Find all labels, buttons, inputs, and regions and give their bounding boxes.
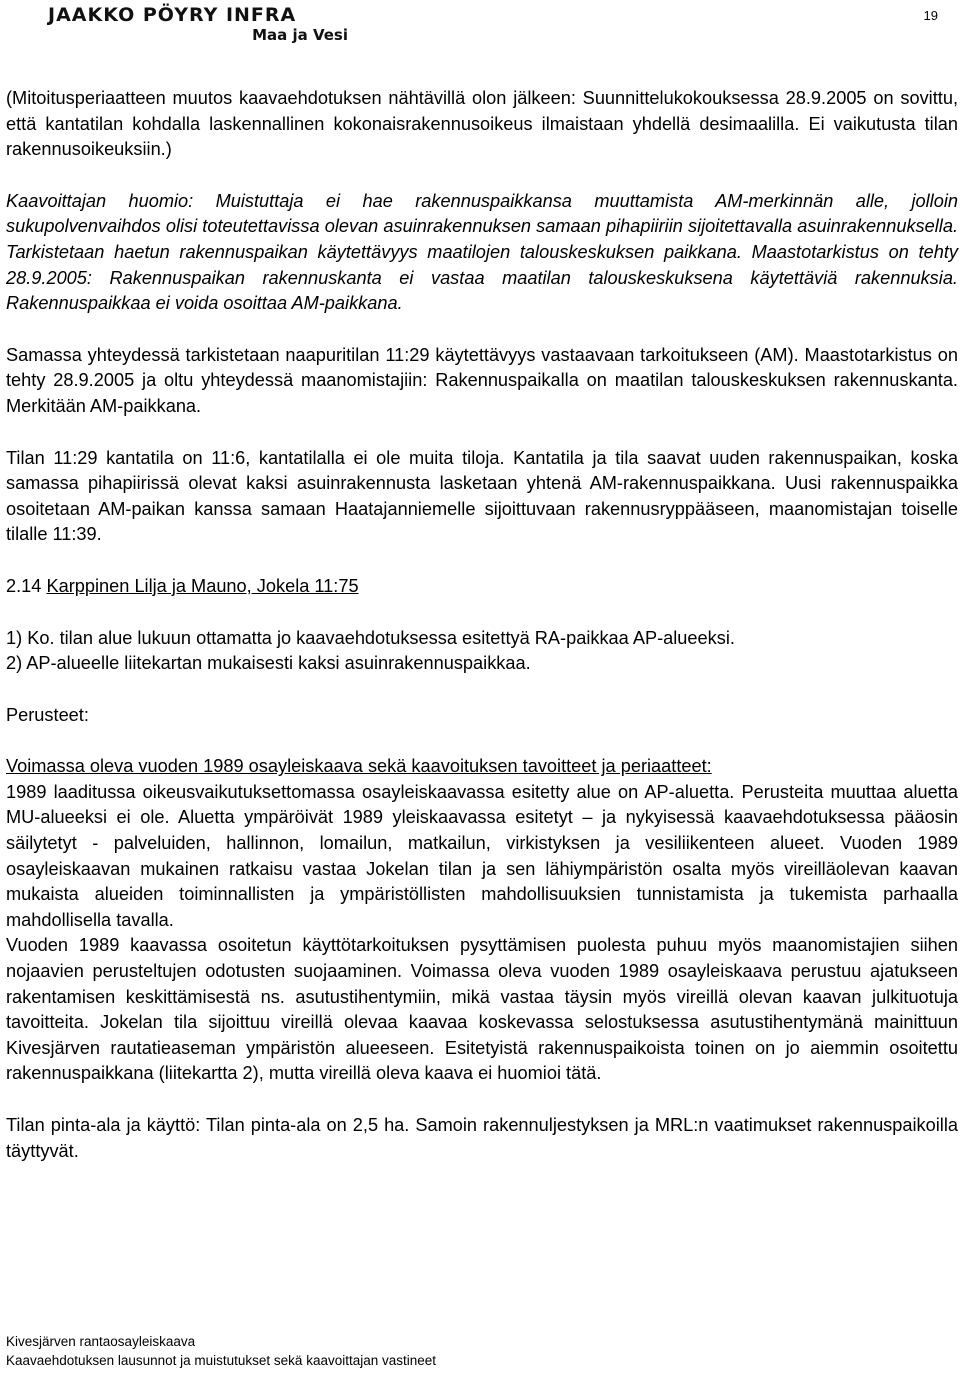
list-item-1: 1) Ko. tilan alue lukuun ottamatta jo kaavaehdotuksessa esitettyä RA-paikkaa AP-alueeksi. bbox=[6, 627, 735, 648]
logo-sub-text: Maa ja Vesi bbox=[252, 26, 348, 44]
paragraph-osayleiskaava: 1989 laaditussa oikeusvaikutuksettomassa osayleiskaavassa esitetty alue on AP-aluetta. Perusteita muuttaa aluetta MU-alueeksi ei ole. Aluetta ympäröivät 1989 yleiskaavassa esitetyt – ja nykyisessä kaavaehdotuksessa pääosin säilytetyt - palveluiden, hallinnon, lomailun, matkailun, virkistyksen ja vesiliikenteen alueet. Vuoden 1989 osayleiskaavan mukainen ratkaisu vastaa Jokelan tilan ja sen lähiympäristön osalta myös vireilläolevan kaavan mukaista alueiden toiminnallisten ja ympäristöllisten mahdollisuuksien tunnistamista ja tukemista parhaalla mahdollisella tavalla. bbox=[6, 781, 958, 930]
paragraph-mitoitus: (Mitoitusperiaatteen muutos kaavaehdotuksen nähtävillä olon jälkeen: Suunnittelukokouksessa 28.9.2005 on sovittu, että kantatilan kohdalla laskennallinen kokonaisrakennusoikeus ilmaistaan yhdellä desimaalilla. Ei vaikutusta tilan rakennusoikeuksiin.) bbox=[6, 88, 958, 160]
voimassa-heading: Voimassa oleva vuoden 1989 osayleiskaava sekä kaavoituksen tavoitteet ja periaatteet: bbox=[6, 756, 712, 777]
document-body bbox=[6, 86, 958, 1164]
section-title: Karppinen Lilja ja Mauno, Jokela 11:75 bbox=[46, 575, 359, 596]
logo-main-text: JAAKKO PÖYRY INFRA bbox=[48, 4, 297, 26]
paragraph-naapuritila: Samassa yhteydessä tarkistetaan naapuritilan 11:29 käytettävyys vastaavaan tarkoitukseen (AM). Maastotarkistus on tehty 28.9.2005 ja oltu yhteydessä maanomistajiin: Rakennuspaikalla on maatilan talouskeskuksen rakennuskanta. Merkitään AM-paikkana. bbox=[6, 344, 958, 416]
section-number: 2.14 bbox=[6, 575, 42, 596]
paragraph-pinta-ala: Tilan pinta-ala ja käyttö: Tilan pinta-ala on 2,5 ha. Samoin rakennuljestyksen ja MRL:n vaatimukset rakennuspaikoilla täyttyvät. bbox=[6, 1115, 958, 1161]
paragraph-kaavoittajan-huomio: Kaavoittajan huomio: Muistuttaja ei hae rakennuspaikkansa muuttamista AM-merkinnän alle, jolloin sukupolvenvaihdos olisi toteutettavissa olevan asuinrakennuksen samaan pihapiiriin sijoitettavalla asuinrakennuksella. Tarkistetaan haetun rakennuspaikan käytettävyys maatilojen talouskeskuksen paikkana. Maastotarkistus on tehty 28.9.2005: Rakennuspaikan rakennuskanta ei vastaa maatilan talouskeskuksena käytettäviä rakennuksia. Rakennuspaikkaa ei voida osoittaa AM-paikkana. bbox=[6, 190, 958, 314]
section-heading bbox=[6, 574, 958, 600]
footer-line-2: Kaavaehdotuksen lausunnot ja muistutukset sekä kaavoittajan vastineet bbox=[6, 1353, 437, 1368]
perusteet-label: Perusteet: bbox=[6, 704, 89, 725]
paragraph-vuoden-1989: Vuoden 1989 kaavassa osoitetun käyttötarkoituksen pysyttämisen puolesta puhuu myös maanomistajien siihen nojaavien perusteltujen odotusten suojaaminen. Voimassa oleva vuoden 1989 osayleiskaava perustuu ajatukseen rakentamisen keskittämisestä ns. asutustihentymiin, mikä vastaa täysin myös vireillä olevan kaavan julkituotuja tavoitteita. Jokelan tila sijoittuu vireillä olevaa kaavaa koskevassa selostuksessa asutustihentymänä mainittuun Kivesjärven rautatieaseman ympäristön alueeseen. Esitetyistä rakennuspaikoista toinen on jo aiemmin osoitettu rakennuspaikkana (liitekartta 2), mutta vireillä oleva kaava ei huomioi tätä. bbox=[6, 935, 958, 1084]
company-logo bbox=[48, 4, 348, 44]
list-item-2: 2) AP-alueelle liitekartan mukaisesti kaksi asuinrakennuspaikkaa. bbox=[6, 653, 531, 674]
paragraph-kantatila: Tilan 11:29 kantatila on 11:6, kantatilalla ei ole muita tiloja. Kantatila ja tila saavat uuden rakennuspaikan, koska samassa pihapiirissä olevat kaksi asuinrakennusta lasketaan yhtenä AM-rakennuspaikkana. Uusi rakennuspaikka osoitetaan AM-paikan kanssa samaan Haatajanniemelle sijoittuvaan rakennusryppääseen, maanomistajan toiselle tilalle 11:39. bbox=[6, 447, 958, 545]
footer-line-1: Kivesjärven rantaosayleiskaava bbox=[6, 1334, 196, 1349]
page-number: 19 bbox=[923, 8, 938, 23]
page-footer bbox=[6, 1332, 436, 1370]
